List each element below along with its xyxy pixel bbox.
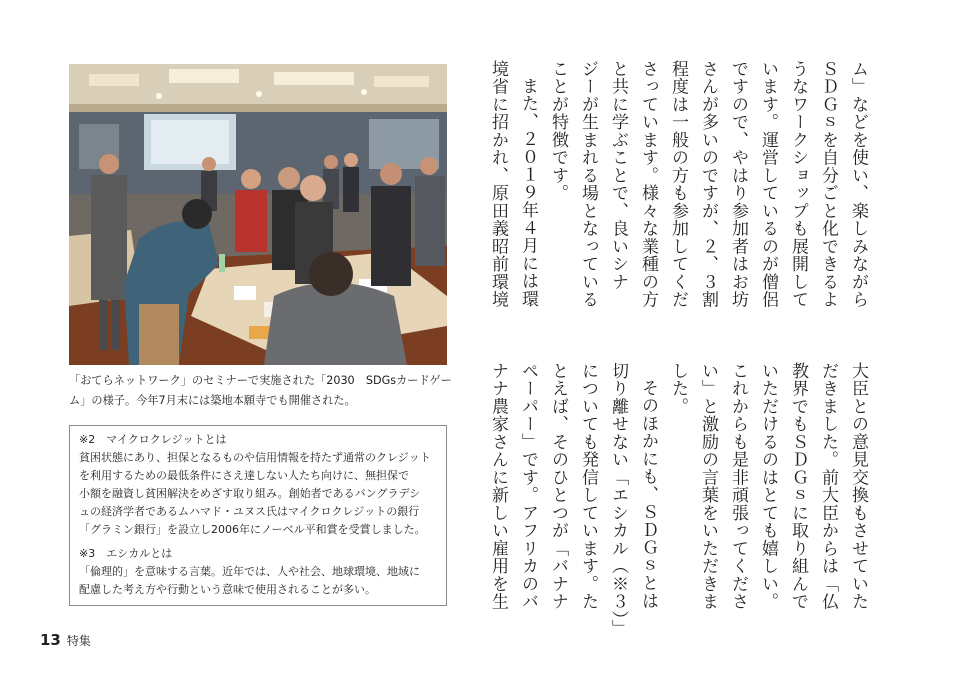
footnote-microcredit — [79, 431, 437, 539]
footnote-title: ※3 エシカルとは — [79, 547, 173, 560]
body-column: ＳＤＧｓを自分ごと化できるよ — [818, 60, 838, 309]
footnote-line: 「倫理的」を意味する言葉。近年では、人や社会、地球環境、地域に — [79, 565, 420, 578]
body-column: いただけるのはとても嬉しい。 — [758, 362, 778, 611]
body-column: ム」などを使い、楽しみながら — [848, 60, 868, 309]
footnote-title: ※2 マイクロクレジットとは — [79, 433, 227, 446]
body-column: そのほかにも、ＳＤＧｓとは — [638, 379, 658, 610]
section-label: 特集 — [66, 634, 91, 648]
caption-line: 「おてらネットワーク」のセミナーで実施された「2030 SDGsカードゲー — [69, 374, 452, 387]
footnote-line: 貧困状態にあり、担保となるものや信用情報を持たず通常のクレジット — [79, 451, 431, 464]
body-column: だきました。前大臣からは「仏 — [818, 362, 838, 611]
body-column: さんが多いのですが、２、３割 — [698, 60, 718, 309]
footnotes-box — [69, 425, 447, 606]
page-footer — [40, 630, 91, 649]
footnote-line: 「グラミン銀行」を設立し2006年にノーベル平和賞を受賞しました。 — [79, 523, 426, 536]
photo-caption — [69, 371, 453, 411]
body-column: についても発信しています。た — [578, 362, 598, 611]
body-column: とえば、そのひとつが「バナナ — [548, 362, 568, 611]
body-column: ジーが生まれる場となっている — [578, 60, 598, 309]
body-column: また、２０１９年４月には環 — [518, 77, 538, 308]
body-column: と共に学ぶことで、良いシナ — [608, 60, 628, 291]
body-column: い」と激励の言葉をいただきま — [698, 362, 718, 611]
footnote-line: ュの経済学者であるムハマド・ユヌス氏はマイクロクレジットの銀行 — [79, 505, 420, 518]
footnote-line: 小額を融資し貧困解決をめざす取り組み。創始者であるバングラデシ — [79, 487, 421, 500]
body-column: 教界でもＳＤＧｓに取り組んで — [788, 362, 808, 611]
footnote-line: を利用するための最低条件にさえ達しない人たち向けに、無担保で — [79, 469, 409, 482]
footnote-line: 配慮した考え方や行動という意味で使用されることが多い。 — [79, 583, 376, 596]
body-column: 大臣との意見交換もさせていた — [848, 362, 868, 611]
body-column: これからも是非頑張ってくださ — [728, 362, 748, 611]
ceiling — [69, 64, 447, 116]
body-column: 程度は一般の方も参加してくだ — [668, 60, 688, 309]
body-column: ですので、やはり参加者はお坊 — [728, 60, 748, 309]
body-column: ことが特徴です。 — [548, 60, 568, 202]
caption-line: ム」の様子。今年7月末には築地本願寺でも開催された。 — [69, 394, 356, 407]
body-column: ペーパー」です。アフリカのバ — [518, 362, 538, 611]
body-column: 境省に招かれ、原田義昭前環境 — [488, 60, 508, 309]
body-column: うなワークショップも展開して — [788, 60, 808, 309]
body-column: した。 — [668, 362, 688, 416]
page-number: 13 — [40, 631, 61, 649]
body-column: さっています。様々な業種の方 — [638, 60, 658, 309]
footnote-ethical — [79, 545, 437, 599]
seminar-photo — [69, 64, 447, 365]
body-column: います。運営しているのが僧侶 — [758, 60, 778, 309]
body-column: ナナ農家さんに新しい雇用を生 — [488, 362, 508, 611]
body-column: 切り離せない「エシカル（※３）」 — [608, 362, 628, 638]
